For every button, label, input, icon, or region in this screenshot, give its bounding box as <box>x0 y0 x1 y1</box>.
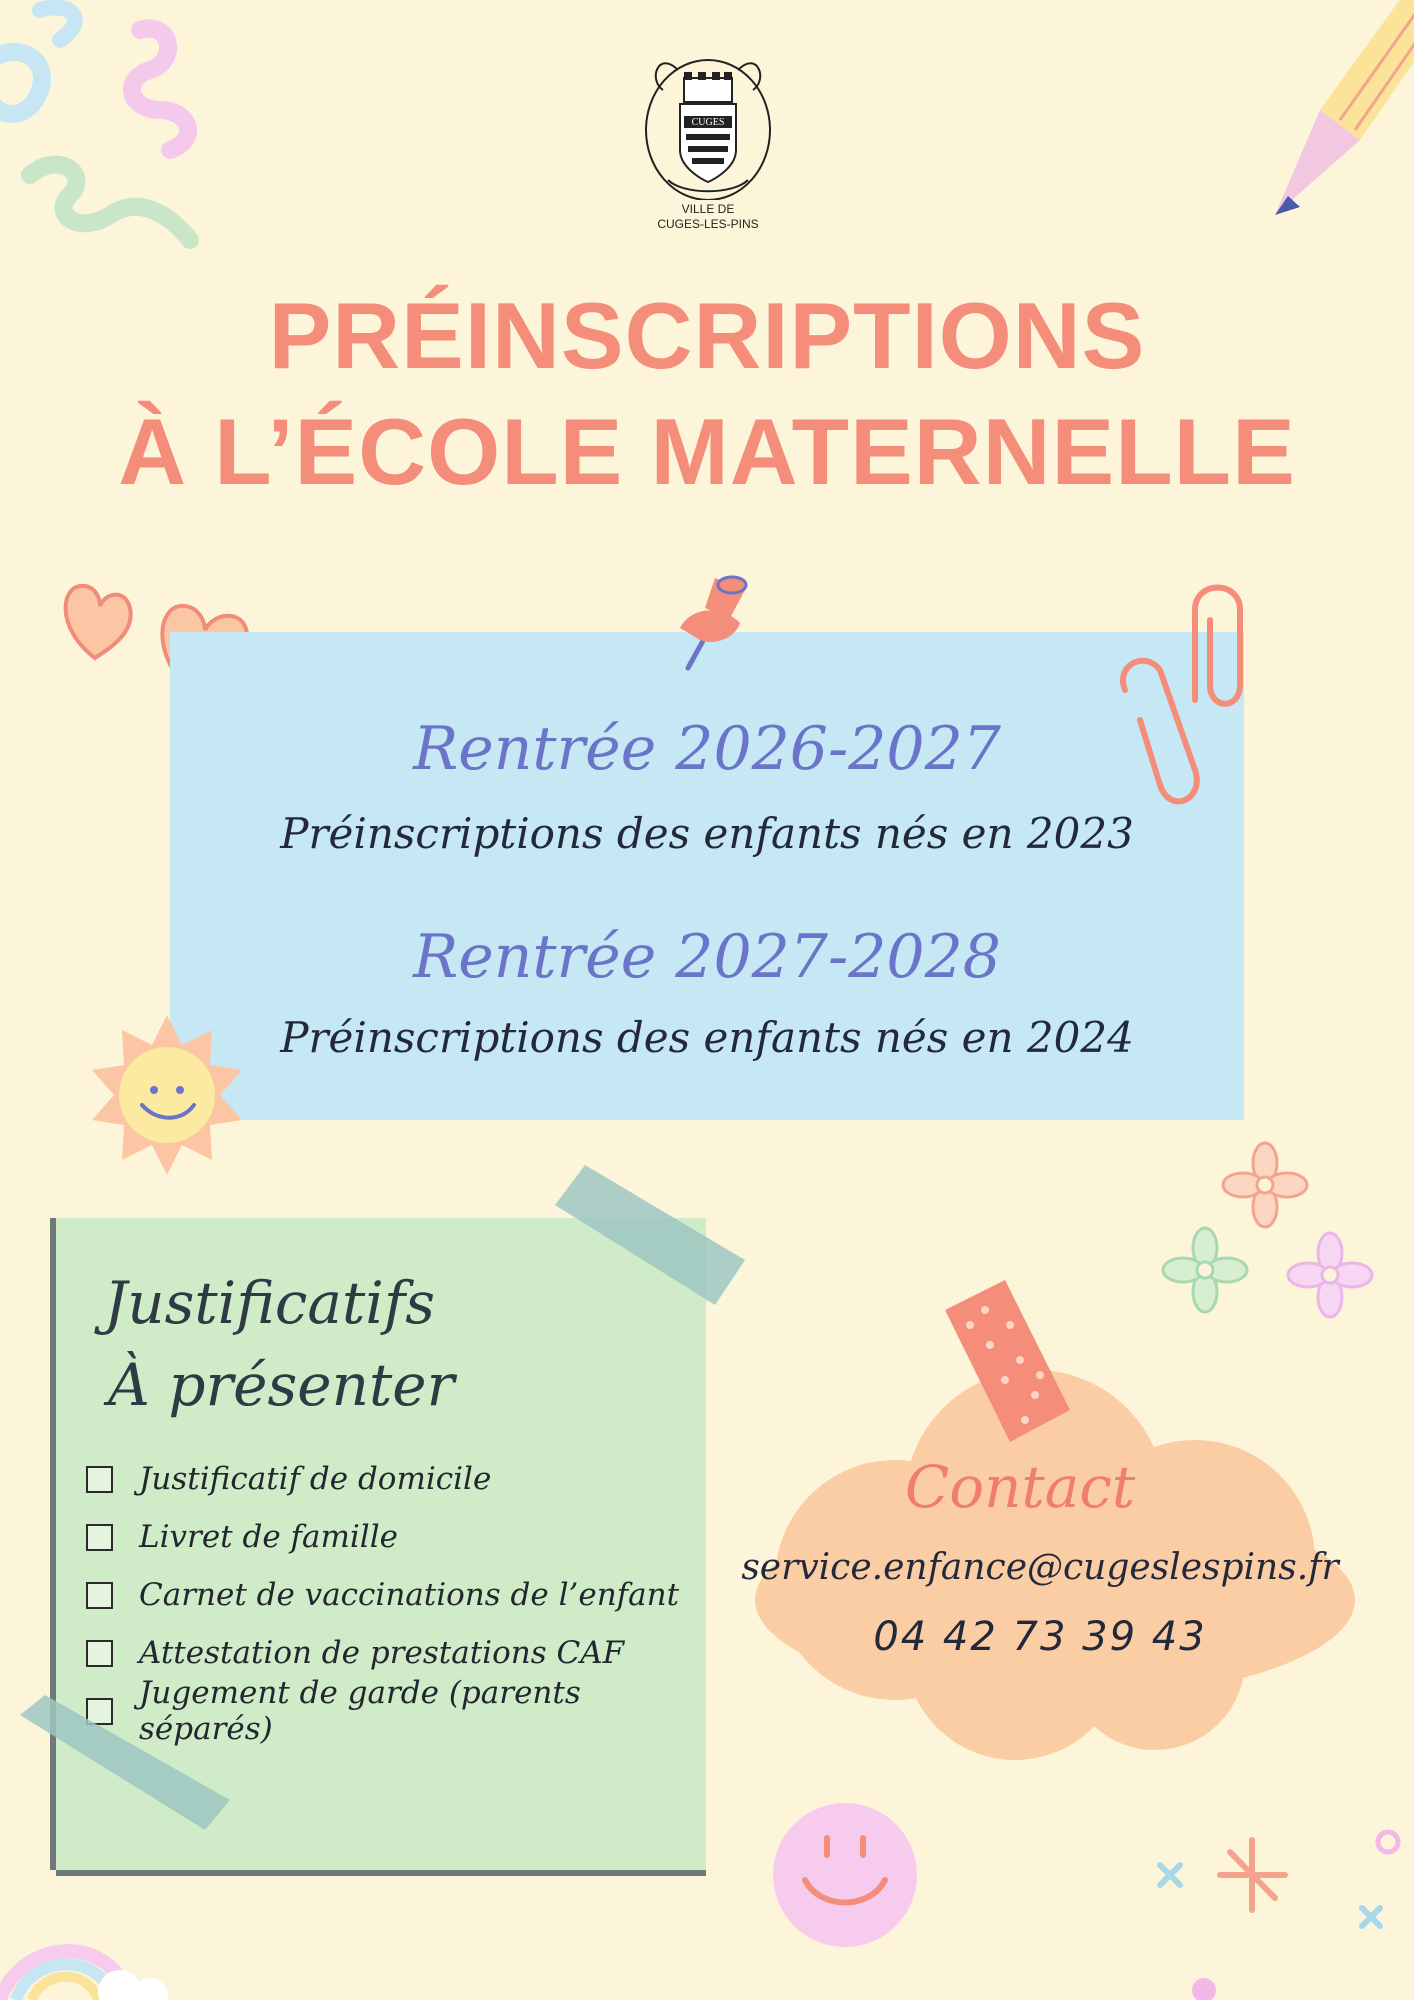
rentree-year-1: Rentrée 2026-2027 <box>413 714 1001 784</box>
sun-icon <box>82 1010 252 1180</box>
justificatifs-title <box>104 1262 454 1426</box>
logo-line-1: VILLE DE <box>681 202 735 216</box>
checkbox-icon <box>86 1466 113 1493</box>
rentree-card <box>170 632 1244 1120</box>
checklist-item-label: Livret de famille <box>139 1519 398 1555</box>
logo-line-2: CUGES-LES-PINS <box>657 217 759 231</box>
rentree-text-2: Préinscriptions des enfants nés en 2024 <box>280 1013 1134 1062</box>
tape-icon <box>930 1270 1080 1450</box>
checklist-item <box>86 1566 706 1624</box>
svg-text:CUGES: CUGES <box>691 117 725 128</box>
paperclip-icon <box>1115 570 1265 820</box>
rentree-year-2: Rentrée 2027-2028 <box>413 922 1001 992</box>
title-line-2: À L’ÉCOLE MATERNELLE <box>118 399 1296 504</box>
checklist-item <box>86 1508 706 1566</box>
contact-phone[interactable]: 04 42 73 39 43 <box>873 1614 1207 1660</box>
rentree-text-1: Préinscriptions des enfants nés en 2023 <box>280 809 1134 858</box>
checkbox-icon <box>86 1582 113 1609</box>
pencil-icon <box>1260 0 1414 230</box>
sparkle-icon <box>1140 1810 1414 2000</box>
page-title <box>0 278 1414 510</box>
squiggle-icon <box>0 0 220 280</box>
flower-icon <box>1150 1140 1380 1340</box>
checkbox-icon <box>86 1524 113 1551</box>
checkbox-icon <box>86 1640 113 1667</box>
coat-of-arms-icon <box>628 30 788 200</box>
title-line-1: PRÉINSCRIPTIONS <box>268 283 1146 388</box>
justificatifs-title-line-2: À présenter <box>108 1351 455 1419</box>
tape-icon <box>10 1690 240 1850</box>
checklist-item-label: Attestation de prestations CAF <box>139 1635 625 1671</box>
contact-email[interactable]: service.enfance@cugeslespins.fr <box>741 1547 1339 1588</box>
tape-icon <box>545 1150 765 1320</box>
city-logo <box>628 30 788 240</box>
checklist-item-label: Jugement de garde (parents séparés) <box>139 1675 581 1747</box>
checklist-item <box>86 1624 706 1682</box>
contact-title: Contact <box>904 1453 1136 1521</box>
checklist-item-label: Justificatif de domicile <box>139 1461 492 1497</box>
checklist-item <box>86 1450 706 1508</box>
smiley-icon <box>770 1800 920 1950</box>
pushpin-icon <box>660 568 760 688</box>
rainbow-icon <box>0 1900 180 2000</box>
checklist-item-label: Carnet de vaccinations de l’enfant <box>139 1577 680 1613</box>
justificatifs-title-line-1: Justificatifs <box>104 1269 436 1337</box>
